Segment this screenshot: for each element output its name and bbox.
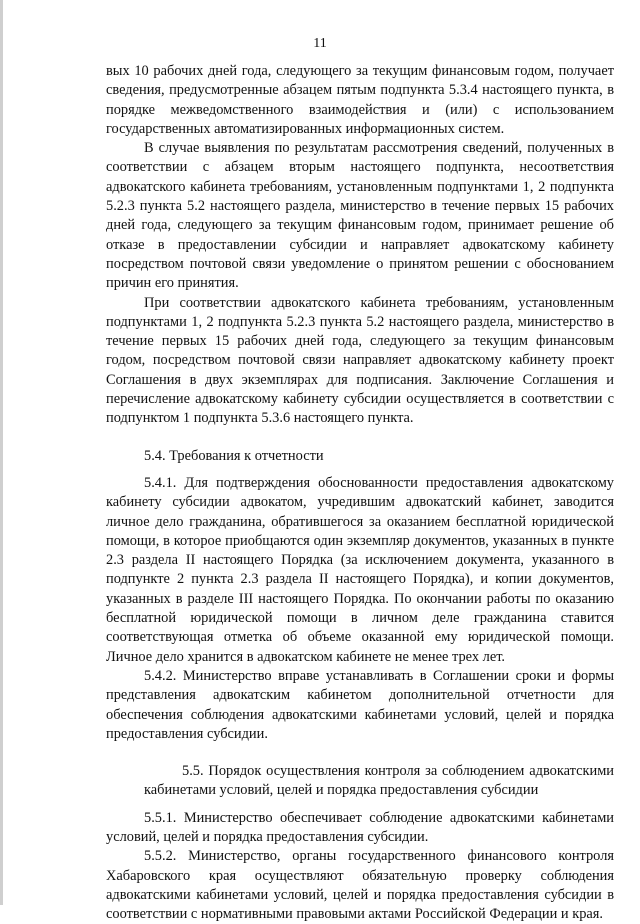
paragraph-5-5-1: 5.5.1. Министерство обеспечивает соблюдение адвокатскими кабинетами условий, целей и порядка предоставления субсидии. [106, 809, 614, 845]
section-gap [106, 744, 614, 762]
paragraph-5-5-2: 5.5.2. Министерство, органы государственного финансового контроля Хабаровского края осуществляют обязательную проверку соблюдения адвокатскими кабинетами условий, целей и порядка предоставления субсидии в соответствии с нормативными правовыми актами Российской Федерации и края. [106, 848, 614, 923]
heading-gap [106, 466, 614, 474]
paragraph-agreement-draft: При соответствии адвокатского кабинета требованиям, установленным подпунктами 1, 2 подпункта 5.2.3 пункта 5.2 настоящего раздела, министерство в течение первых 15 рабочих дней года, следующего за текущим финансовым годом, посредством почтовой связи направляет адвокатскому кабинету проект Соглашения в двух экземплярах для подписания. Заключение Соглашения и перечисление адвокатскому кабинету субсидии осуществляется в соответствии с подпунктом 1 подпункта 5.3.6 настоящего пункта. [106, 294, 614, 427]
section-heading-5-5: 5.5. Порядок осуществления контроля за соблюдением адвокатскими кабинетами условий, целей и порядка предоставления субсидии [144, 763, 614, 799]
paragraph-continuation: вых 10 рабочих дней года, следующего за текущим финансовым годом, получает сведения, предусмотренные абзацем пятым подпункта 5.3.4 настоящего пункта, в порядке межведомственного взаимодействия и (или) с использованием государственных автоматизированных информационных систем. [106, 63, 614, 137]
section-gap [106, 429, 614, 447]
page-edge-shadow [0, 0, 3, 905]
document-body [106, 62, 614, 924]
section-heading-5-4: 5.4. Требования к отчетности [144, 447, 324, 464]
page-number: 11 [313, 36, 327, 51]
paragraph-mismatch-refusal: В случае выявления по результатам рассмотрения сведений, полученных в соответствии с абзацем вторым настоящего подпункта, несоответствия адвокатского кабинета требованиям, установленным подпунктами 1, 2 подпункта 5.2.3 пункта 5.2 настоящего раздела, министерство в течение первых 15 рабочих дней года, следующего за текущим финансовым годом, принимает решение об отказе в предоставлении субсидии и направляет адвокатскому кабинету посредством почтовой связи уведомление о принятом решении с обоснованием причин его принятия. [106, 140, 614, 292]
paragraph-5-4-2: 5.4.2. Министерство вправе устанавливать в Соглашении сроки и формы представления адвокатским кабинетом дополнительной отчетности для обеспечения соблюдения адвокатскими кабинетами условий, целей и порядка предоставления субсидии. [106, 667, 614, 742]
heading-gap [106, 801, 614, 809]
paragraph-5-4-1: 5.4.1. Для подтверждения обоснованности предоставления адвокатскому кабинету субсидии адвокатом, учредившим адвокатский кабинет, заводится личное дело гражданина, обратившегося за оказанием бесплатной юридической помощи, в которое приобщаются один экземпляр документов, указанных в пункте 2.3 раздела II настоящего Порядка (за исключением документа, указанного в подпункте 2 пункта 2.3 раздела II настоящего Порядка), и копии документов, указанных в разделе III настоящего Порядка. По окончании работы по оказанию бесплатной юридической помощи в личном деле гражданина ставится соответствующая отметка об объеме оказанной ему юридической помощи. Личное дело хранится в адвокатском кабинете не менее трех лет. [106, 474, 614, 665]
